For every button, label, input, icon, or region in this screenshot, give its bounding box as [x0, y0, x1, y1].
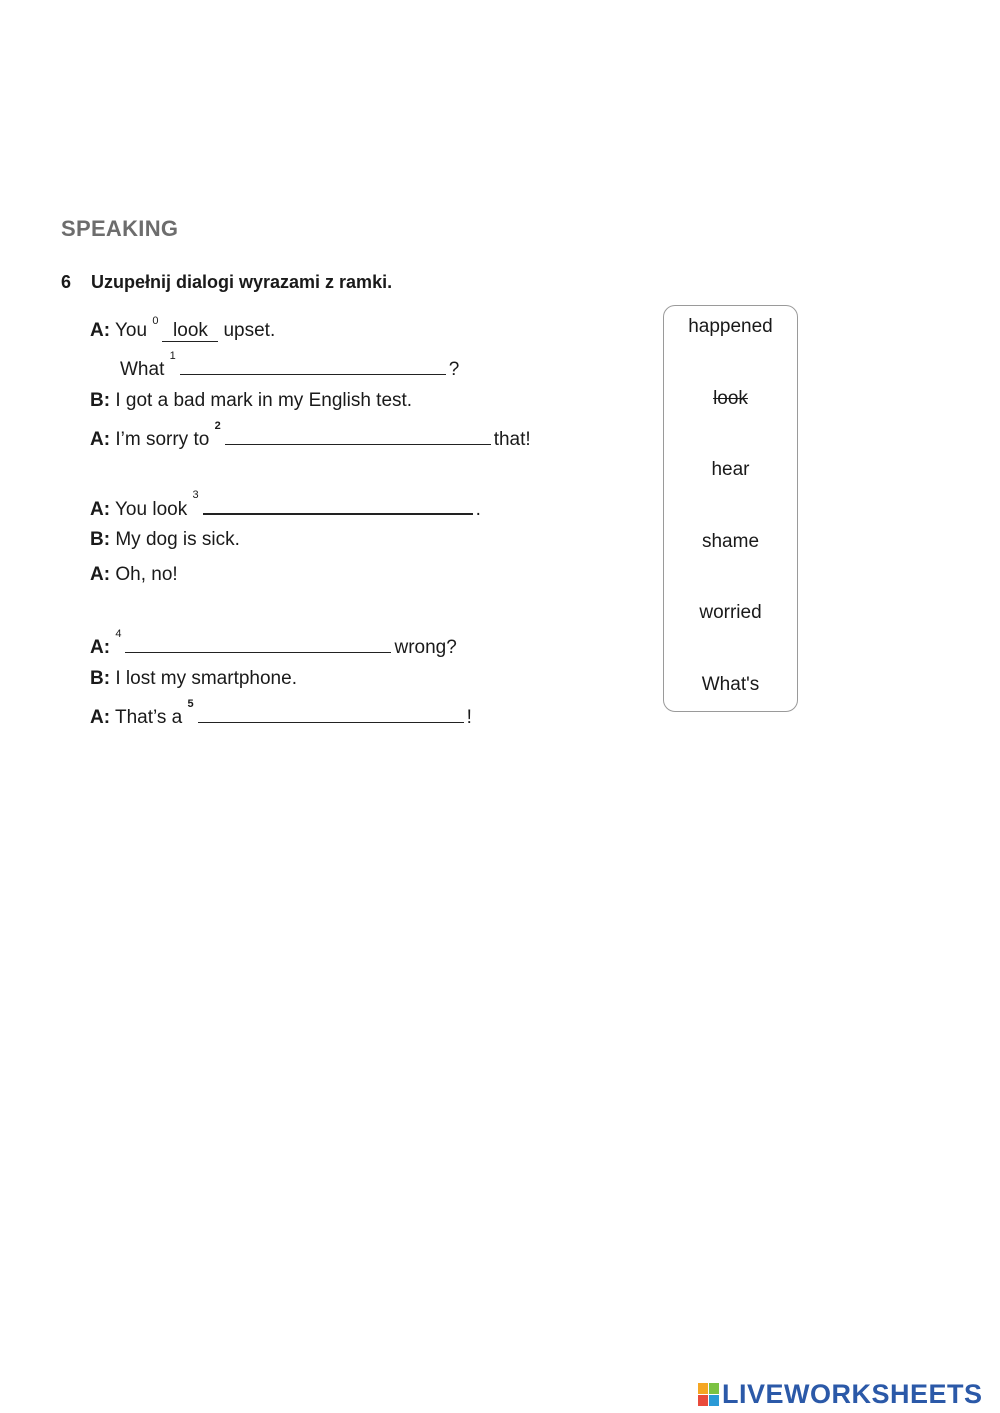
logo-text: LIVEWORKSHEETS — [722, 1378, 983, 1409]
speaker-label: B: — [90, 529, 111, 550]
dialogue-line: A: You look $^3$. — [90, 489, 481, 520]
dialogue-line: A: That’s a $^5$! — [90, 698, 472, 728]
answer-blank-1[interactable] — [180, 354, 446, 375]
answer-blank-5[interactable] — [198, 702, 464, 723]
speaker-label: A: — [90, 499, 111, 520]
exercise-heading — [61, 272, 392, 293]
dialogue-line: A: I’m sorry to $^2$that! — [90, 420, 531, 450]
speaker-label: A: — [90, 707, 111, 728]
gap-number: 5 — [187, 698, 194, 710]
answer-blank-3[interactable] — [203, 493, 473, 515]
word-box — [663, 305, 798, 712]
section-title: SPEAKING — [61, 216, 179, 241]
dialogue-line: A: You $^0$ look upset. — [90, 315, 276, 341]
word-box-item: hear — [711, 459, 750, 480]
speaker-label: A: — [90, 637, 111, 658]
gap-number: 1 — [169, 350, 176, 362]
speaker-label: B: — [90, 668, 111, 689]
dialogue-line: What $^1$? — [120, 350, 460, 380]
liveworksheets-logo — [698, 1379, 983, 1409]
dialogue-line: A: Oh, no! — [90, 564, 178, 585]
speaker-label: A: — [90, 564, 111, 585]
gap-number: 0 — [152, 315, 159, 327]
answer-blank-2[interactable] — [225, 424, 491, 445]
word-box-item: What's — [701, 674, 760, 695]
exercise-number: 6 — [61, 272, 72, 292]
word-box-item: worried — [699, 602, 762, 623]
gap-number: 3 — [192, 489, 199, 501]
answer-blank-4[interactable] — [125, 632, 391, 653]
dialogue-line: B: I lost my smartphone. — [90, 668, 297, 689]
exercise-instruction: Uzupełnij dialogi wyrazami z ramki. — [91, 272, 393, 292]
logo-mark-icon — [698, 1383, 719, 1406]
speaker-label: A: — [90, 320, 111, 341]
dialogue-line: B: I got a bad mark in my English test. — [90, 390, 413, 411]
word-box-item-crossed: look — [713, 388, 748, 409]
word-box-item: shame — [701, 531, 760, 552]
speaker-label: B: — [90, 390, 111, 411]
example-answer: look — [162, 321, 218, 342]
gap-number: 2 — [214, 420, 221, 432]
word-box-item: happened — [688, 316, 773, 337]
dialogue-line: A: $^4$wrong? — [90, 628, 457, 658]
dialogue-line: B: My dog is sick. — [90, 529, 240, 550]
gap-number: 4 — [115, 628, 122, 640]
speaker-label: A: — [90, 429, 111, 450]
